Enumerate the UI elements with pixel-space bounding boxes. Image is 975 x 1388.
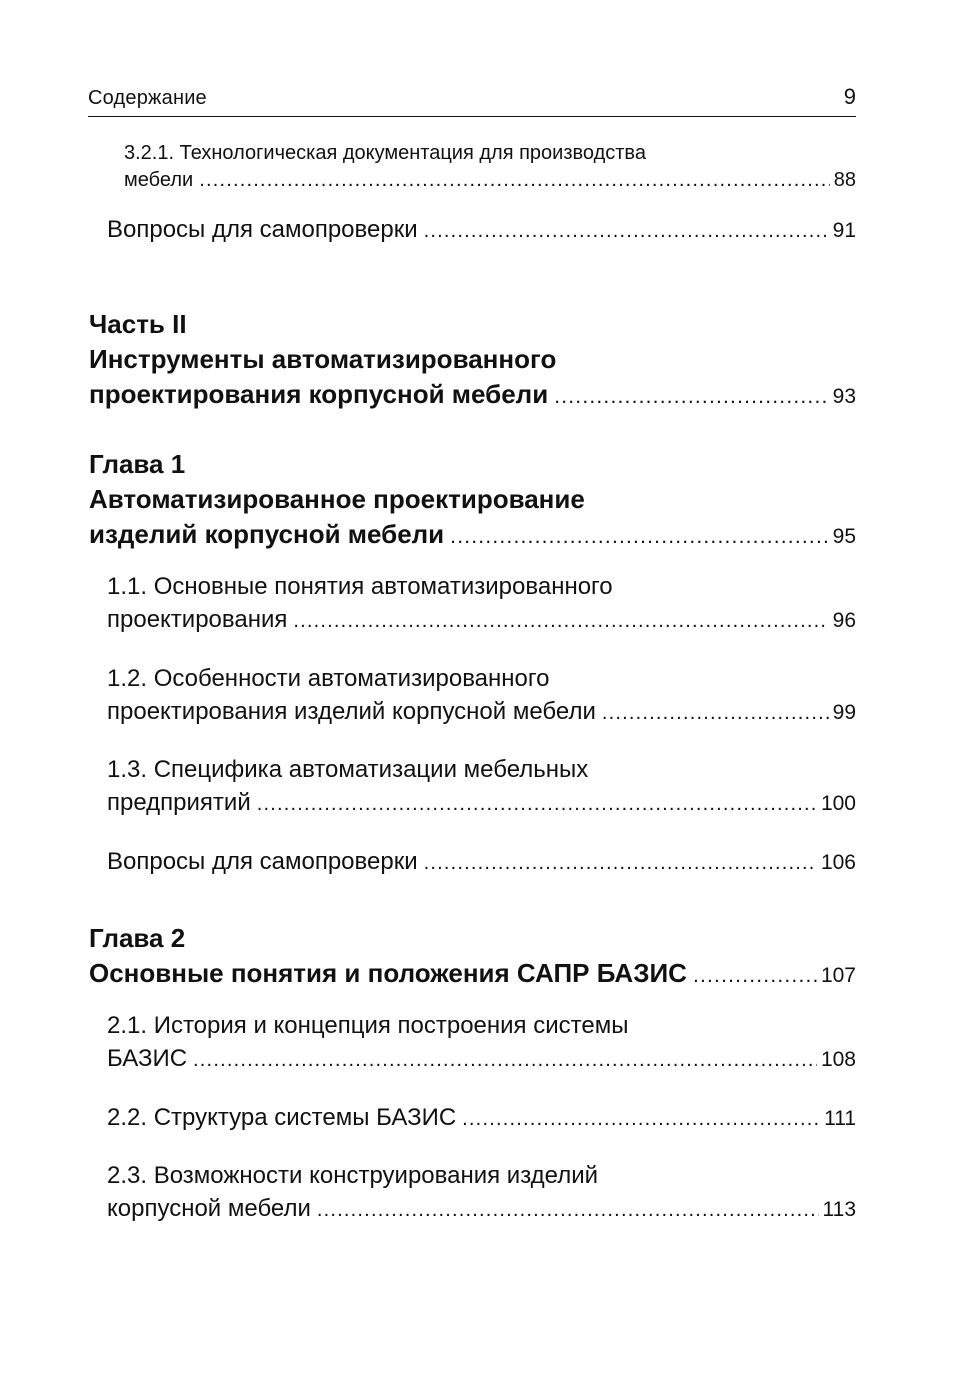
part-label: Часть II — [89, 309, 187, 339]
toc-entry-1-1 — [107, 570, 856, 638]
toc-entry-title: 2.2. Структура системы БАЗИС — [107, 1104, 457, 1131]
dot-leader — [424, 215, 829, 248]
toc-entry-questions-2 — [107, 845, 856, 880]
toc-entry-questions-1 — [107, 213, 856, 248]
toc-entry-part-2 — [89, 307, 856, 414]
toc-page-number: 106 — [820, 851, 856, 874]
toc-entry-2-1 — [107, 1009, 856, 1077]
dot-leader — [554, 379, 828, 414]
toc-entry-title: 1.3. Специфика автоматизации мебельных — [107, 756, 589, 783]
toc-entry-title-cont: БАЗИС — [107, 1045, 188, 1072]
dot-leader — [199, 167, 830, 194]
dot-leader — [293, 605, 828, 638]
toc-page-number: 100 — [820, 792, 856, 815]
toc-page-number: 107 — [820, 964, 856, 987]
toc-entry-title: 1.2. Особенности автоматизированного — [107, 665, 550, 692]
toc-entry-title: 1.1. Основные понятия автоматизированного — [107, 573, 613, 600]
toc-page-number: 108 — [820, 1048, 856, 1071]
toc-entry-title-cont: проектирования корпусной мебели — [89, 379, 549, 409]
toc-entry-title: 2.3. Возможности конструирования изделий — [107, 1162, 599, 1189]
toc-entry-title-cont: проектирования изделий корпусной мебели — [107, 698, 596, 725]
toc-page-number: 111 — [824, 1107, 856, 1130]
toc-entry-title: 2.1. История и концепция построения системы — [107, 1012, 629, 1039]
toc-entry-title: Основные понятия и положения САПР БАЗИС — [89, 958, 687, 988]
chapter-label: Глава 2 — [89, 923, 186, 953]
toc-entry-chapter-1 — [89, 447, 856, 554]
toc-entry-2-2 — [107, 1101, 856, 1136]
toc-entry-1-2 — [107, 662, 856, 730]
chapter-label: Глава 1 — [89, 449, 186, 479]
dot-leader — [693, 958, 817, 993]
toc-entry-1-3 — [107, 753, 856, 821]
page-number: 9 — [843, 84, 856, 109]
toc-page-number: 93 — [832, 385, 856, 408]
toc-entry-title-cont: проектирования — [107, 606, 288, 633]
dot-leader — [450, 519, 828, 554]
toc-entry-2-3 — [107, 1159, 856, 1227]
toc-page-number: 95 — [832, 525, 856, 548]
toc-entry-title: Вопросы для самопроверки — [107, 848, 418, 875]
toc-entry-3-2-1 — [124, 140, 856, 194]
toc-page-number: 113 — [822, 1198, 856, 1221]
toc-entry-title-cont: изделий корпусной мебели — [89, 519, 445, 549]
toc-entry-title: 3.2.1. Технологическая документация для производства — [124, 142, 646, 164]
toc-entry-title-cont: корпусной мебели — [107, 1195, 311, 1222]
header-title: Содержание — [88, 87, 207, 109]
dot-leader — [257, 788, 817, 821]
dot-leader — [193, 1044, 817, 1077]
toc-entry-title-cont: мебели — [124, 169, 194, 191]
toc-page-number: 96 — [832, 609, 856, 632]
toc-entry-title: Автоматизированное проектирование — [89, 484, 585, 514]
toc-entry-title: Инструменты автоматизированного — [89, 344, 557, 374]
toc-page-number: 99 — [832, 701, 856, 724]
dot-leader — [462, 1103, 820, 1136]
running-header — [88, 84, 856, 117]
toc-page-number: 91 — [832, 219, 856, 242]
dot-leader — [317, 1194, 819, 1227]
toc-entry-chapter-2 — [89, 921, 856, 993]
toc-entry-title: Вопросы для самопроверки — [107, 216, 418, 243]
toc-page-number: 88 — [833, 169, 856, 191]
toc-entry-title-cont: предприятий — [107, 789, 251, 816]
dot-leader — [424, 847, 817, 880]
dot-leader — [602, 697, 829, 730]
